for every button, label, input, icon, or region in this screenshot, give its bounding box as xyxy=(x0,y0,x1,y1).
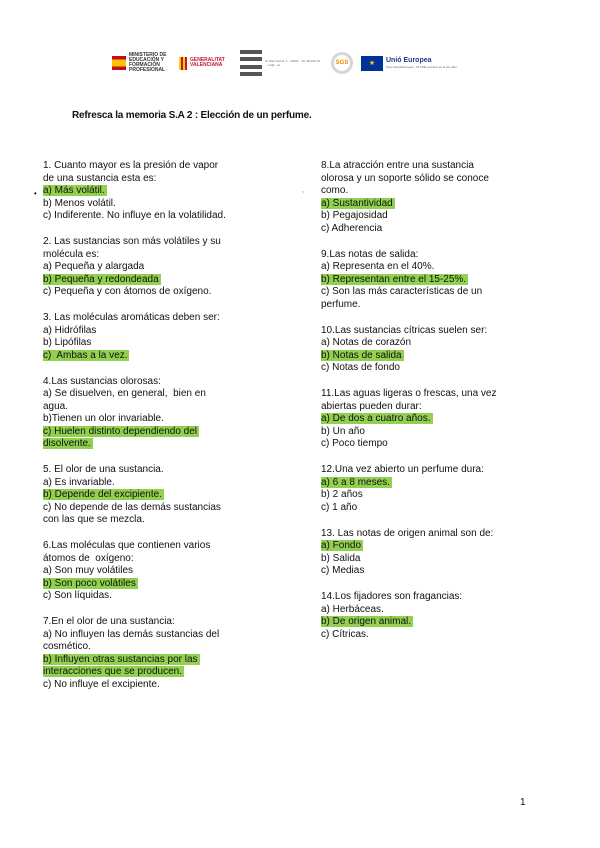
question-block xyxy=(321,528,511,578)
line-text: molécula es: xyxy=(43,248,100,260)
question-line xyxy=(43,502,283,515)
line-text: 1. Cuanto mayor es la presión de vapor xyxy=(43,160,219,171)
question-line xyxy=(321,286,511,299)
question-line xyxy=(321,438,511,451)
line-text: 7.En el olor de una sustancia: xyxy=(43,616,175,627)
question-line xyxy=(321,413,511,426)
question-line xyxy=(321,337,511,350)
question-line xyxy=(321,223,511,236)
question-line xyxy=(43,438,283,451)
question-line xyxy=(43,249,283,262)
question-line xyxy=(43,565,283,578)
line-text: a) Notas de corazón xyxy=(321,337,412,348)
question-line xyxy=(321,565,511,578)
highlighted-answer: a) Sustantividad xyxy=(321,197,393,209)
question-line xyxy=(321,629,511,642)
question-block xyxy=(43,376,283,451)
question-line xyxy=(321,350,511,363)
question-text xyxy=(43,376,283,389)
line-text: con las que se mezcla. xyxy=(43,514,145,525)
line-text: 4.Las sustancias olorosas: xyxy=(43,375,161,387)
highlighted-answer: b) De origen animal. xyxy=(321,616,412,627)
question-block xyxy=(43,160,283,223)
line-text: c) No depende de las demás sustancias xyxy=(43,501,221,513)
question-text xyxy=(43,312,283,325)
highlighted-answer: a) Fondo xyxy=(321,540,362,551)
question-line xyxy=(43,641,283,654)
question-text xyxy=(321,249,511,262)
school-address: C/ Sant Antoni, 1 · 12001 · Tel. 964 62 70 ... cs@...es xyxy=(265,59,320,67)
question-block xyxy=(43,312,283,362)
highlighted-answer: b) Representan entre el 15-25%. xyxy=(321,273,467,285)
highlighted-answer: a) Más volátil. xyxy=(43,185,105,196)
line-text: 11.Las aguas ligeras o frescas, una vez xyxy=(321,388,497,399)
line-text: como. xyxy=(321,185,349,196)
generalitat-logo-text: GENERALITAT VALENCIANA xyxy=(190,57,225,68)
eu-flag-icon: ★ xyxy=(361,56,383,71)
question-block xyxy=(321,325,511,375)
line-text: c) Medias xyxy=(321,565,365,576)
highlighted-answer: interacciones que se producen. xyxy=(43,666,182,677)
question-line xyxy=(43,679,283,692)
question-line xyxy=(43,489,283,502)
line-text: b) Pegajosidad xyxy=(321,210,388,221)
senyera-icon xyxy=(179,57,187,70)
highlighted-answer: b) Pequeña y redondeada xyxy=(43,273,159,285)
question-line xyxy=(43,286,283,299)
line-text: a) Se disuelven, en general, bien en xyxy=(43,388,206,399)
line-text: 9.Las notas de salida: xyxy=(321,248,419,260)
line-text: c) Son las más características de un xyxy=(321,286,483,297)
line-text: a) Herbáceas. xyxy=(321,603,384,615)
question-line xyxy=(321,299,511,312)
question-line xyxy=(43,350,283,363)
question-line xyxy=(321,173,511,186)
question-line xyxy=(321,540,511,553)
line-text: perfume. xyxy=(321,298,361,310)
question-block xyxy=(321,388,511,451)
question-block xyxy=(43,616,283,691)
question-line xyxy=(43,426,283,439)
question-block xyxy=(43,540,283,603)
eu-logo-title: Unió Europea xyxy=(386,57,432,64)
line-text: a) Son muy volátiles xyxy=(43,565,134,576)
question-line xyxy=(321,261,511,274)
question-line xyxy=(43,553,283,566)
question-block xyxy=(43,464,283,527)
line-text: a) No influyen las demás sustancias del xyxy=(43,628,220,640)
line-text: átomos de oxígeno: xyxy=(43,552,134,564)
question-line xyxy=(321,274,511,287)
sgs-logo xyxy=(331,52,353,74)
line-text: a) Hidrófilas xyxy=(43,324,97,336)
eu-logo xyxy=(361,56,457,71)
question-line xyxy=(43,274,283,287)
question-text xyxy=(43,616,283,629)
question-line xyxy=(43,514,283,527)
bullet-mark: • xyxy=(34,189,37,198)
line-text: de una sustancia esta es: xyxy=(43,172,157,184)
line-text: 14.Los fijadores son fragancias: xyxy=(321,591,463,602)
question-line xyxy=(321,198,511,211)
line-text: c) 1 año xyxy=(321,501,358,513)
question-line xyxy=(321,185,511,198)
line-text: 12.Una vez abierto un perfume dura: xyxy=(321,464,484,475)
question-line xyxy=(321,426,511,439)
line-text: 6.Las moléculas que contienen varios xyxy=(43,540,211,551)
school-bars-icon xyxy=(240,50,262,76)
question-text xyxy=(321,591,511,604)
question-text xyxy=(43,160,283,173)
sgs-seal-icon: SGS xyxy=(331,52,353,74)
question-block xyxy=(321,464,511,514)
school-logo xyxy=(240,50,323,76)
question-line xyxy=(43,173,283,186)
question-line xyxy=(43,198,283,211)
line-text: c) Pequeña y con átomos de oxígeno. xyxy=(43,286,212,297)
line-text: agua. xyxy=(43,400,69,412)
question-line xyxy=(43,337,283,350)
ministry-logo-text: MINISTERIO DE EDUCACIÓN Y FORMACIÓN PROFESIONAL xyxy=(129,52,167,73)
question-text xyxy=(43,464,283,477)
line-text: b)Tienen un olor invariable. xyxy=(43,413,164,424)
question-line xyxy=(43,261,283,274)
line-text: cosmético. xyxy=(43,641,91,652)
question-text xyxy=(321,388,511,401)
eu-logo-subtitle: Fons Social Europeu · El FSE inverteix en el teu futur xyxy=(386,65,458,69)
question-block xyxy=(321,591,511,641)
highlighted-answer: disolvente. xyxy=(43,438,91,449)
highlighted-answer: c) Huelen distinto dependiendo del xyxy=(43,425,197,437)
highlighted-answer: b) Notas de salida xyxy=(321,349,402,361)
question-block xyxy=(321,249,511,312)
question-line xyxy=(43,477,283,490)
highlighted-answer: b) Influyen otras sustancias por las xyxy=(43,653,198,665)
question-line xyxy=(321,401,511,414)
question-line xyxy=(321,604,511,617)
line-text: a) Es invariable. xyxy=(43,476,115,488)
question-line xyxy=(43,666,283,679)
question-line xyxy=(321,210,511,223)
question-text xyxy=(321,160,511,173)
left-question-column xyxy=(43,160,283,705)
question-line xyxy=(43,325,283,338)
line-text: c) Cítricas. xyxy=(321,628,369,640)
line-text: 8.La atracción entre una sustancia xyxy=(321,160,474,171)
question-text xyxy=(321,528,511,541)
question-line xyxy=(43,210,283,223)
question-text xyxy=(43,236,283,249)
line-text: abiertas pueden durar: xyxy=(321,400,422,412)
line-text: a) Representa en el 40%. xyxy=(321,261,435,272)
question-line xyxy=(43,388,283,401)
question-line xyxy=(321,616,511,629)
page-number: 1 xyxy=(520,797,526,808)
line-text: b) Menos volátil. xyxy=(43,197,116,209)
highlighted-answer: b) Depende del excipiente. xyxy=(43,489,162,500)
line-text: c) Poco tiempo xyxy=(321,438,388,449)
question-line xyxy=(321,489,511,502)
question-text xyxy=(321,325,511,338)
question-line xyxy=(321,502,511,515)
question-line xyxy=(43,629,283,642)
line-text: b) Lipófilas xyxy=(43,337,92,348)
question-text xyxy=(43,540,283,553)
question-line xyxy=(43,578,283,591)
question-block xyxy=(43,236,283,299)
line-text: c) Indiferente. No influye en la volatilidad. xyxy=(43,210,226,221)
question-line xyxy=(43,590,283,603)
line-text: b) 2 años xyxy=(321,489,363,500)
line-text: c) No influye el excipiente. xyxy=(43,678,160,690)
question-block xyxy=(321,160,511,235)
highlighted-answer: b) Son poco volátiles xyxy=(43,577,136,589)
question-line xyxy=(43,413,283,426)
line-text: 5. El olor de una sustancia. xyxy=(43,464,164,475)
question-line xyxy=(321,553,511,566)
line-text: c) Notas de fondo xyxy=(321,362,400,373)
line-text: 13. Las notas de origen animal son de: xyxy=(321,527,494,539)
highlighted-answer: a) 6 a 8 meses. xyxy=(321,476,390,488)
page-title: Refresca la memoria S.A 2 : Elección de un perfume. xyxy=(72,110,312,121)
line-text: 10.Las sustancias cítricas suelen ser: xyxy=(321,324,488,336)
question-line xyxy=(43,654,283,667)
question-line xyxy=(43,401,283,414)
highlighted-answer: a) De dos a cuatro años. xyxy=(321,413,431,424)
question-line xyxy=(43,185,283,198)
line-text: b) Salida xyxy=(321,552,361,564)
question-line xyxy=(321,477,511,490)
ministry-logo xyxy=(112,53,171,73)
line-text: b) Un año xyxy=(321,425,365,437)
line-text: olorosa y un soporte sólido se conoce xyxy=(321,172,489,184)
right-question-column xyxy=(321,160,511,655)
line-text: c) Son líquidas. xyxy=(43,590,112,601)
line-text: c) Adherencia xyxy=(321,222,383,234)
line-text: 2. Las sustancias son más volátiles y su xyxy=(43,236,221,247)
spain-flag-icon xyxy=(112,56,126,70)
header-logos xyxy=(112,44,484,82)
question-line xyxy=(321,362,511,375)
line-text: 3. Las moléculas aromáticas deben ser: xyxy=(43,312,220,323)
line-text: a) Pequeña y alargada xyxy=(43,261,145,272)
highlighted-answer: c) Ambas a la vez. xyxy=(43,349,128,361)
stray-mark: ` xyxy=(302,192,305,199)
question-text xyxy=(321,464,511,477)
generalitat-logo xyxy=(179,57,232,70)
